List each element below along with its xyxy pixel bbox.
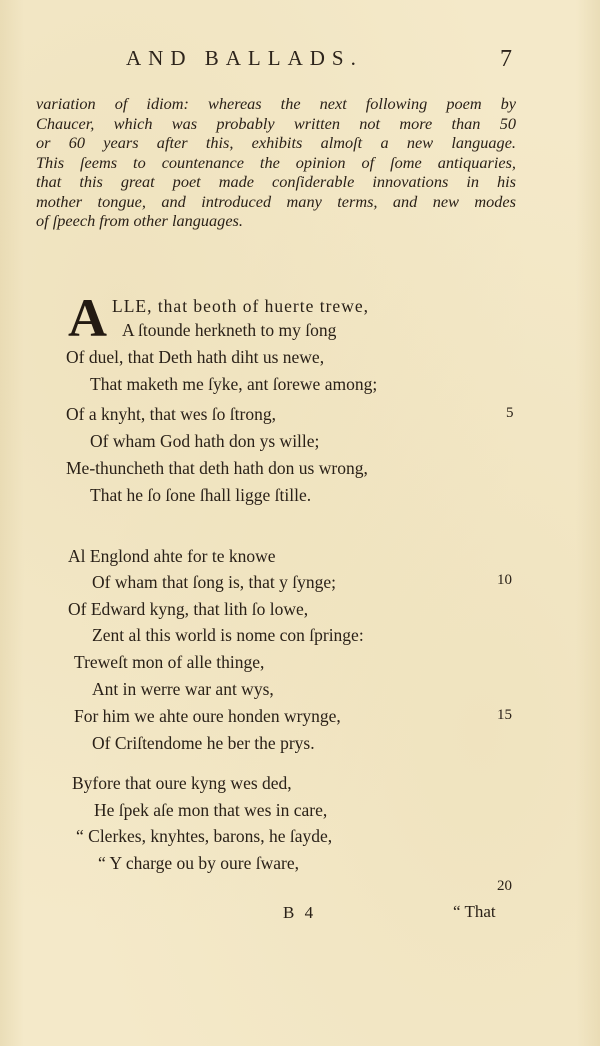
- signature-mark: B 4: [283, 903, 317, 922]
- poem-line: A ſtounde herkneth to my ſong: [122, 320, 337, 340]
- running-head: [0, 46, 600, 76]
- poem-line: Me-thuncheth that deth hath don us wrong,: [66, 458, 368, 478]
- poem-line: Of Criſtendome he ber the prys.: [92, 733, 315, 753]
- intro-line: variation of idiom: whereas the next following poem by: [36, 94, 516, 113]
- catchword: “ That: [453, 902, 496, 921]
- poem-line: That he ſo ſone ſhall ligge ſtille.: [90, 485, 312, 505]
- poem-line: “ Clerkes, knyhtes, barons, he ſayde,: [76, 826, 333, 846]
- intro-line: that this great poet made conſiderable innovations in his: [36, 172, 516, 191]
- poem-line: LLE, that beoth of huerte trewe,: [112, 296, 369, 316]
- poem-line: He ſpek aſe mon that wes in care,: [94, 800, 328, 820]
- intro-line: mother tongue, and introduced many terms, and new modes: [36, 191, 516, 211]
- poem-line: Of duel, that Deth hath diht us newe,: [66, 347, 325, 367]
- line-number: 15: [497, 707, 512, 723]
- poem-line: Treweſt mon of alle thinge,: [74, 652, 265, 672]
- line-number: 5: [506, 405, 514, 421]
- intro-line: or 60 years after this, exhibits almoſt a new language.: [36, 133, 516, 152]
- intro-paragraph: [36, 94, 516, 231]
- poem-line: Of a knyht, that wes ſo ſtrong,: [66, 404, 276, 424]
- poem-line: Al Englond ahte for te knowe: [68, 546, 276, 566]
- page-number: 7: [500, 46, 512, 72]
- poem-line: That maketh me ſyke, ant ſorewe among;: [90, 374, 378, 394]
- poem-line: Of wham God hath don ys wille;: [90, 431, 320, 451]
- intro-line: Chaucer, which was probably written not more than 50: [36, 113, 516, 133]
- poem-line: Byfore that oure kyng wes ded,: [72, 773, 292, 793]
- poem-line: Of Edward kyng, that lith ſo lowe,: [68, 599, 309, 619]
- intro-line: of ſpeech from other languages.: [36, 211, 243, 230]
- intro-line: This ſeems to countenance the opinion of ſome antiquaries,: [36, 152, 516, 172]
- line-number: 20: [497, 878, 512, 894]
- poem-line: Zent al this world is nome con ſpringe:: [92, 625, 364, 645]
- poem-line: Ant in werre war ant wys,: [92, 679, 274, 699]
- running-title: AND BALLADS.: [126, 46, 363, 70]
- poem-line: For him we ahte oure honden wrynge,: [74, 706, 341, 726]
- poem-line: Of wham that ſong is, that y ſynge;: [92, 572, 336, 592]
- drop-cap: A: [68, 288, 107, 348]
- line-number: 10: [497, 572, 512, 588]
- poem-line: “ Y charge ou by oure ſware,: [98, 853, 300, 873]
